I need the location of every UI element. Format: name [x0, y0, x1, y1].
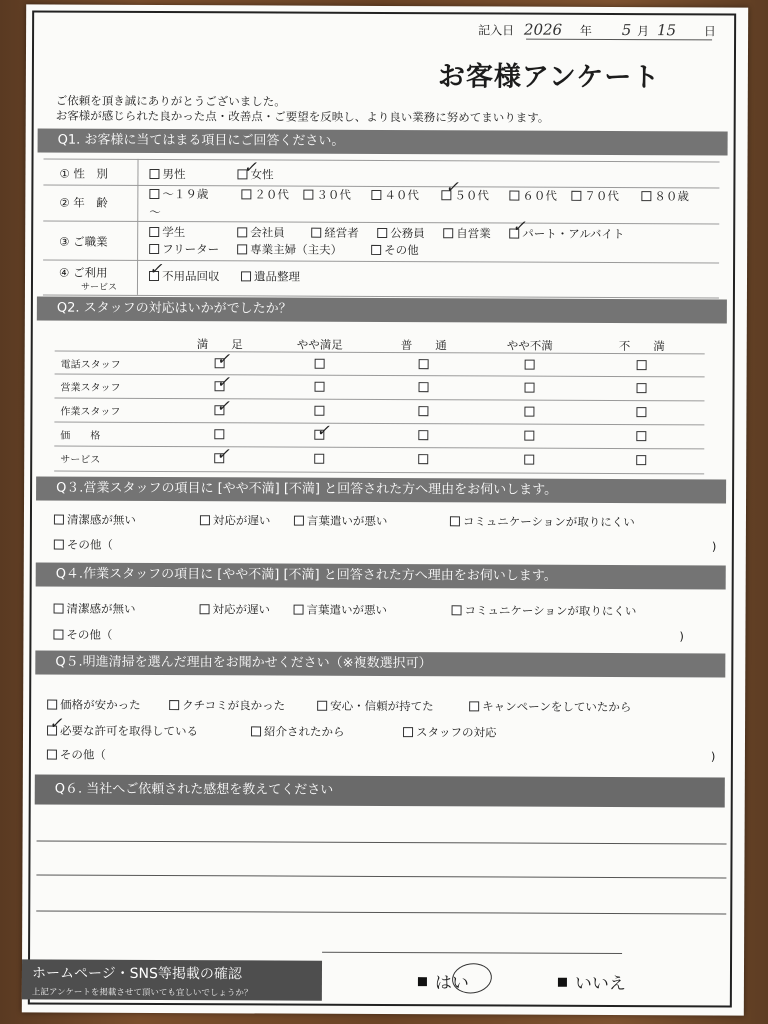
option-label: 専業主婦（主夫）	[250, 242, 343, 257]
q2-rating-checkbox[interactable]	[524, 455, 534, 465]
q6-header: Q６. 当社へご依頼された感想を教えてください	[35, 774, 725, 807]
option-label: フリーター	[162, 242, 220, 257]
option-label: ２０代	[254, 187, 289, 202]
checkbox[interactable]	[371, 189, 381, 199]
q2-column-header: やや満足	[296, 337, 343, 352]
checkbox[interactable]	[200, 515, 210, 525]
square-bullet-icon	[558, 977, 567, 986]
q2-rating-checkbox[interactable]	[524, 407, 534, 417]
checkbox[interactable]	[450, 516, 460, 526]
option-label: 清潔感が無い	[66, 601, 136, 616]
check-mark-icon: ✓	[49, 713, 63, 733]
checkbox[interactable]	[53, 629, 63, 639]
option-label: 価格が安かった	[60, 697, 141, 712]
age-label: ② 年 齢	[59, 195, 108, 210]
checkbox[interactable]	[169, 700, 179, 710]
job-label: ③ ご職業	[59, 234, 108, 249]
option-label: 言葉遣いが悪い	[306, 513, 388, 529]
q2-rating-checkbox[interactable]	[636, 455, 646, 465]
option-label: スタッフの対応	[416, 725, 497, 740]
age-option-40s[interactable]	[371, 187, 419, 203]
q2-rating-checkbox[interactable]	[418, 406, 428, 416]
q2-row-label: サービス	[60, 454, 101, 466]
checkbox[interactable]	[149, 243, 159, 253]
gender-option-male[interactable]	[149, 166, 185, 182]
q4-option-language[interactable]	[294, 602, 388, 618]
q3-option-cleanliness[interactable]	[54, 512, 136, 528]
day-value: 15	[656, 21, 677, 40]
date-label: 記入日	[478, 23, 515, 38]
q2-column-header: 普 通	[400, 338, 447, 353]
q2-rating-checkbox[interactable]	[525, 383, 535, 393]
checkbox[interactable]	[54, 514, 64, 524]
year-unit: 年	[579, 23, 592, 38]
q3-option-communication[interactable]	[450, 513, 635, 530]
day-unit: 日	[703, 24, 716, 39]
q2-rating-checkbox[interactable]	[637, 383, 647, 393]
yes-label: はい	[434, 973, 469, 994]
option-label: 会社員	[250, 225, 285, 240]
job-option-executive[interactable]	[311, 225, 359, 241]
q2-row-label: 作業スタッフ	[60, 406, 121, 418]
age-option-60s[interactable]	[509, 188, 557, 204]
q5-option-referral[interactable]	[251, 723, 345, 739]
checkbox[interactable]	[241, 271, 251, 281]
q2-rating-checkbox[interactable]	[315, 359, 325, 369]
date-row	[478, 20, 716, 39]
checkbox[interactable]	[47, 749, 57, 759]
q2-rating-checkbox[interactable]	[636, 431, 646, 441]
q5-option-trust[interactable]	[317, 698, 434, 715]
q5-option-license[interactable]	[47, 723, 198, 740]
checkbox[interactable]	[149, 168, 159, 178]
q3-header: Q３.営業スタッフの項目に [やや不満] [不満] と回答された方へ理由をお伺いします。	[36, 476, 726, 503]
check-mark-icon: ✓	[216, 349, 231, 369]
q2-rating-checkbox[interactable]	[525, 360, 535, 370]
age-option-70s[interactable]	[571, 188, 619, 204]
option-label: クチコミが良かった	[182, 698, 286, 713]
option-label: ４０代	[384, 187, 419, 203]
q3-option-language[interactable]	[294, 513, 388, 529]
check-mark-icon: ✓	[216, 444, 230, 464]
option-label: ～１９歳	[162, 187, 209, 202]
q2-rating-checkbox[interactable]	[418, 430, 428, 440]
checkbox[interactable]	[509, 190, 519, 200]
checkbox[interactable]	[303, 189, 313, 199]
q2-rating-checkbox[interactable]	[636, 407, 646, 417]
option-label: 遺品整理	[253, 269, 301, 284]
option-label: その他（	[59, 747, 106, 762]
q2-row-label: 電話スタッフ	[60, 359, 121, 371]
checkbox[interactable]	[571, 190, 581, 200]
option-label: その他（	[66, 537, 113, 552]
option-label: 紹介されたから	[264, 724, 345, 739]
option-label: その他	[384, 242, 419, 258]
option-label: ５０代	[454, 188, 489, 203]
q4-option-cleanliness[interactable]	[54, 601, 136, 617]
job-option-part-time[interactable]	[509, 226, 624, 243]
checkbox[interactable]	[377, 227, 387, 237]
checkbox[interactable]	[200, 604, 210, 614]
q4-header: Q４.作業スタッフの項目に [やや不満] [不満] と回答された方へ理由をお伺いします。	[36, 562, 726, 589]
q2-rating-checkbox[interactable]	[418, 454, 428, 464]
job-option-self-employed[interactable]	[443, 225, 491, 241]
month-unit: 月	[637, 24, 650, 39]
check-mark-icon: ✓	[512, 216, 526, 236]
q2-header: Q2. スタッフの対応はいかがでしたか？	[37, 296, 727, 323]
survey-sheet	[22, 4, 748, 1015]
age-option-30s[interactable]	[303, 187, 351, 203]
checkbox[interactable]	[469, 701, 479, 711]
age-tail: ～	[149, 204, 161, 220]
checkbox[interactable]	[237, 227, 247, 237]
job-option-employee[interactable]	[237, 224, 285, 240]
option-label: 対応が遅い	[212, 513, 271, 528]
option-label: 公務員	[390, 226, 425, 241]
intro-line-1: ご依頼を頂き誠にありがとうございました。	[55, 93, 286, 109]
publish-confirmation-question: 上記アンケートを掲載させて頂いても宜しいでしょうか？	[31, 987, 253, 999]
option-label: キャンペーンをしていたから	[482, 699, 632, 715]
job-option-homemaker[interactable]	[237, 241, 342, 257]
option-label: 不用品回収	[161, 269, 220, 284]
checkbox[interactable]	[443, 228, 453, 238]
checkbox[interactable]	[149, 188, 159, 198]
q2-rating-checkbox[interactable]	[214, 429, 224, 439]
q2-column-header: やや不満	[506, 338, 553, 353]
checkbox[interactable]	[641, 191, 651, 201]
service-label-sub: サービス	[80, 282, 118, 293]
option-label: 安心・信頼が持てた	[330, 698, 434, 714]
q4-option-communication[interactable]	[452, 602, 637, 619]
q2-rating-checkbox[interactable]	[419, 382, 429, 392]
gender-label: ① 性 別	[59, 166, 108, 181]
checkbox[interactable]	[237, 244, 247, 254]
checkbox[interactable]	[47, 699, 57, 709]
publish-confirmation-band	[22, 959, 322, 1000]
option-label: ３０代	[316, 187, 351, 202]
q5-option-staff[interactable]	[403, 724, 497, 740]
option-label: コミュニケーションが取りにくい	[462, 514, 635, 530]
check-mark-icon: ✓	[216, 396, 230, 416]
survey-title: お客様アンケート	[437, 61, 661, 94]
option-label: 清潔感が無い	[66, 512, 136, 527]
q5-other-close: )	[710, 749, 716, 764]
option-label: 経営者	[324, 225, 359, 240]
check-mark-icon: ✓	[316, 420, 330, 440]
q2-rating-checkbox[interactable]	[315, 382, 325, 392]
job-option-freeter[interactable]	[149, 241, 219, 257]
month-value: 5	[621, 21, 632, 40]
q4-option-other[interactable]	[53, 627, 112, 643]
q2-row-label: 営業スタッフ	[60, 382, 121, 394]
option-label: 自営業	[456, 226, 491, 241]
q2-column-header: 満 足	[196, 337, 243, 352]
checkbox[interactable]	[149, 226, 159, 236]
check-mark-icon: ✓	[243, 157, 257, 177]
checkbox[interactable]	[311, 227, 321, 237]
option-label: コミュニケーションが取りにくい	[464, 603, 637, 619]
q2-rating-checkbox[interactable]	[314, 454, 324, 464]
option-label: 女性	[250, 167, 274, 182]
age-option-20s[interactable]	[241, 186, 289, 202]
option-label: 学生	[162, 225, 186, 240]
q2-rating-checkbox[interactable]	[524, 431, 534, 441]
age-option-under19[interactable]	[149, 186, 208, 202]
checkbox[interactable]	[294, 604, 304, 614]
q5-option-campaign[interactable]	[469, 698, 631, 715]
q1-header: Q1. お客様に当てはまる項目にご回答ください。	[38, 128, 728, 155]
check-mark-icon: ✓	[216, 372, 231, 392]
checkbox[interactable]	[294, 515, 304, 525]
q2-rating-checkbox[interactable]	[419, 359, 429, 369]
q2-column-header: 不 満	[618, 339, 665, 354]
checkbox[interactable]	[317, 700, 327, 710]
square-bullet-icon	[418, 977, 427, 986]
q5-option-reviews[interactable]	[169, 697, 285, 714]
q4-other-close: )	[679, 629, 684, 644]
option-label: 言葉遣いが悪い	[306, 602, 388, 618]
option-label: パート・アルバイト	[522, 226, 625, 242]
q4-option-slow[interactable]	[200, 601, 271, 617]
q5-option-price[interactable]	[47, 697, 141, 713]
q5-header: Q５.明進清掃を選んだ理由をお聞かせください（※複数選択可）	[35, 650, 725, 677]
checkbox[interactable]	[241, 189, 251, 199]
option-label: ８０歳	[654, 189, 689, 204]
publish-no-option[interactable]	[558, 969, 626, 994]
job-option-other[interactable]	[371, 242, 419, 258]
no-label: いいえ	[574, 973, 626, 995]
check-mark-icon: ✓	[149, 258, 163, 279]
service-label: ④ ご利用	[59, 265, 108, 280]
option-label: 必要な許可を取得している	[60, 723, 199, 739]
publish-confirmation-title: ホームページ・SNS等掲載の確認	[31, 965, 242, 983]
checkbox[interactable]	[371, 244, 381, 254]
option-label: 男性	[162, 167, 186, 182]
checkbox[interactable]	[54, 539, 64, 549]
service-option-estate[interactable]	[241, 268, 300, 284]
intro-line-2: お客様が感じられた良かった点・改善点・ご要望を反映し、より良い業務に努めてまいります。	[55, 108, 550, 125]
q3-other-close: )	[711, 539, 717, 554]
checkbox[interactable]	[251, 726, 261, 736]
option-label: ７０代	[584, 188, 619, 204]
job-option-student[interactable]	[149, 224, 185, 240]
check-mark-icon: ✓	[445, 177, 459, 197]
checkbox[interactable]	[54, 603, 64, 613]
q2-rating-checkbox[interactable]	[314, 406, 324, 416]
checkbox[interactable]	[452, 605, 462, 615]
checkbox[interactable]	[403, 727, 413, 737]
q3-option-slow[interactable]	[200, 512, 271, 528]
q2-row-label: 価 格	[60, 430, 101, 442]
job-option-civil-servant[interactable]	[377, 225, 425, 241]
age-option-80plus[interactable]	[641, 188, 689, 204]
year-value: 2026	[523, 20, 563, 39]
option-label: その他（	[66, 627, 113, 642]
q5-option-other[interactable]	[47, 747, 106, 763]
q2-rating-checkbox[interactable]	[637, 360, 647, 370]
q3-option-other[interactable]	[54, 537, 113, 553]
option-label: ６０代	[522, 188, 557, 203]
option-label: 対応が遅い	[212, 602, 271, 617]
